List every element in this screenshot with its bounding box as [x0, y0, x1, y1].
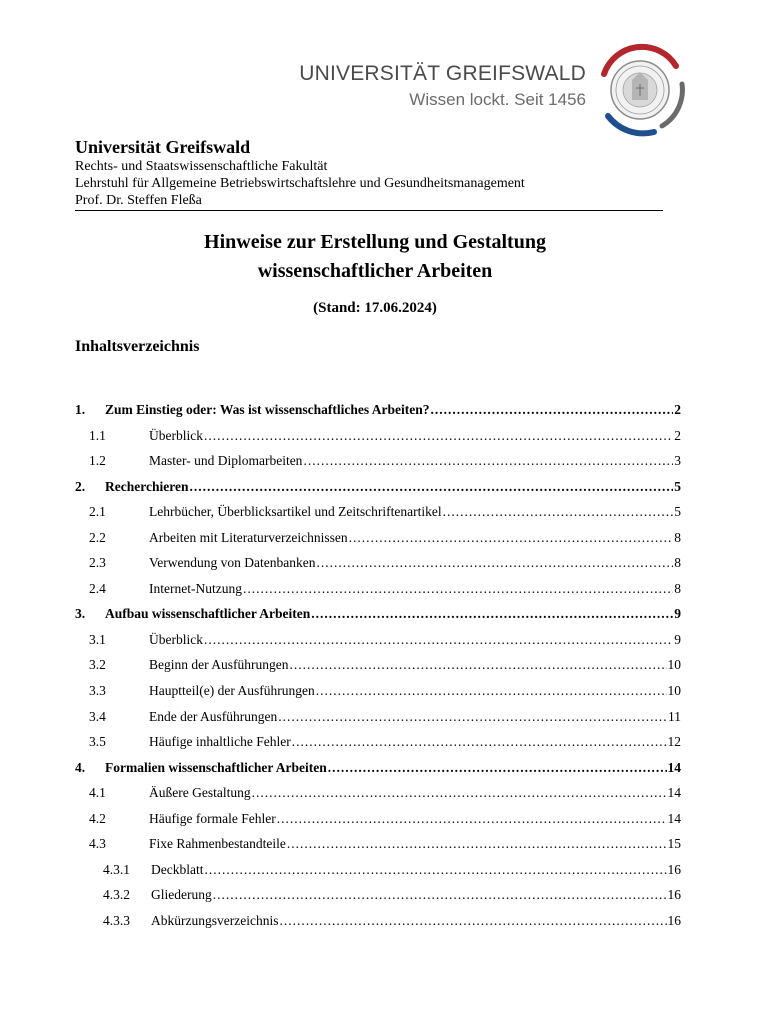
logo-wordmark: UNIVERSITÄT GREIFSWALD: [299, 62, 586, 85]
toc-leader-dots: [289, 657, 666, 673]
toc-entry-title: Lehrbücher, Überblicksartikel und Zeitschriftenartikel: [149, 504, 442, 520]
toc-entry-page: 14: [667, 759, 681, 775]
toc-entry-number: 1.1: [89, 427, 106, 443]
professor-name: Prof. Dr. Steffen Fleßa: [75, 192, 663, 211]
toc-entry[interactable]: [75, 913, 681, 939]
university-name: Universität Greifswald: [75, 137, 251, 157]
toc-entry-number: 2.1: [89, 504, 106, 520]
toc-leader-dots: [311, 606, 673, 622]
toc-entry-number: 4.: [75, 759, 86, 775]
toc-entry[interactable]: [75, 760, 681, 786]
toc-entry-title: Äußere Gestaltung: [149, 785, 251, 801]
toc-leader-dots: [316, 555, 673, 571]
logo-slogan: Wissen lockt. Seit 1456: [409, 90, 586, 109]
toc-leader-dots: [431, 402, 674, 418]
toc-entry[interactable]: [75, 734, 681, 760]
toc-entry-page: 5: [674, 504, 681, 520]
toc-entry-title: Deckblatt: [151, 861, 204, 877]
toc-entry-title: Ende der Ausführungen: [149, 708, 278, 724]
chair-name: Lehrstuhl für Allgemeine Betriebswirtschaftslehre und Gesundheitsmanagement: [75, 176, 525, 191]
toc-entry[interactable]: [75, 530, 681, 556]
toc-entry[interactable]: [75, 632, 681, 658]
toc-entry-page: 14: [667, 785, 681, 801]
document-date: (Stand: 17.06.2024): [313, 300, 437, 316]
toc-leader-dots: [443, 504, 674, 520]
toc-entry-title: Abkürzungsverzeichnis: [151, 912, 279, 928]
toc-leader-dots: [292, 734, 667, 750]
toc-entry-title: Verwendung von Datenbanken: [149, 555, 316, 571]
toc-entry-page: 2: [674, 427, 681, 443]
toc-entry-page: 10: [667, 657, 681, 673]
toc-entry-number: 4.3.2: [103, 887, 130, 903]
toc-leader-dots: [287, 836, 667, 852]
toc-entry-title: Internet-Nutzung: [149, 580, 242, 596]
toc-entry-number: 4.1: [89, 785, 106, 801]
toc-entry[interactable]: [75, 709, 681, 735]
toc-entry[interactable]: [75, 836, 681, 862]
toc-entry[interactable]: [75, 657, 681, 683]
toc-entry-page: 9: [674, 631, 681, 647]
toc-entry-page: 8: [674, 580, 681, 596]
faculty-name: Rechts- und Staatswissenschaftliche Fakultät: [75, 159, 328, 174]
toc-entry-page: 16: [667, 912, 681, 928]
toc-leader-dots: [278, 709, 667, 725]
toc-entry-number: 3.3: [89, 683, 106, 699]
toc-entry[interactable]: [75, 428, 681, 454]
toc-entry-title: Recherchieren: [105, 478, 189, 494]
toc-entry-number: 4.3.1: [103, 861, 130, 877]
toc-leader-dots: [349, 530, 674, 546]
toc-entry-page: 11: [668, 708, 681, 724]
toc-entry-title: Überblick: [149, 631, 203, 647]
toc-entry-title: Überblick: [149, 427, 203, 443]
toc-leader-dots: [328, 760, 667, 776]
toc-entry[interactable]: [75, 402, 681, 428]
toc-entry-page: 16: [667, 861, 681, 877]
toc-entry-number: 3.4: [89, 708, 106, 724]
university-seal-icon: [590, 40, 690, 140]
toc-heading: Inhaltsverzeichnis: [75, 338, 200, 355]
toc-entry-title: Gliederung: [151, 887, 212, 903]
toc-leader-dots: [277, 811, 667, 827]
toc-entry[interactable]: [75, 811, 681, 837]
title-line-1: Hinweise zur Erstellung und Gestaltung: [204, 231, 546, 253]
document-title: [75, 228, 675, 286]
table-of-contents: [75, 402, 681, 938]
toc-leader-dots: [303, 453, 673, 469]
toc-entry-title: Aufbau wissenschaftlicher Arbeiten: [105, 606, 311, 622]
toc-entry-number: 2.3: [89, 555, 106, 571]
toc-entry-number: 4.3.3: [103, 912, 130, 928]
toc-entry-title: Zum Einstieg oder: Was ist wissenschaftliches Arbeiten?: [105, 402, 430, 417]
toc-entry-page: 3: [674, 453, 681, 469]
toc-entry-page: 9: [674, 606, 681, 622]
toc-entry[interactable]: [75, 862, 681, 888]
toc-entry[interactable]: [75, 683, 681, 709]
toc-entry[interactable]: [75, 479, 681, 505]
toc-entry-title: Häufige inhaltliche Fehler: [149, 734, 291, 750]
toc-leader-dots: [204, 862, 666, 878]
toc-entry[interactable]: [75, 504, 681, 530]
toc-entry-title: Fixe Rahmenbestandteile: [149, 836, 286, 852]
toc-entry-number: 4.3: [89, 836, 106, 852]
toc-entry-page: 10: [667, 683, 681, 699]
toc-entry[interactable]: [75, 606, 681, 632]
toc-leader-dots: [279, 913, 666, 929]
toc-entry[interactable]: [75, 555, 681, 581]
letterhead: [75, 136, 663, 211]
toc-leader-dots: [189, 479, 673, 495]
toc-leader-dots: [316, 683, 667, 699]
toc-entry-number: 2.4: [89, 580, 106, 596]
toc-leader-dots: [204, 428, 673, 444]
toc-entry-number: 4.2: [89, 810, 106, 826]
toc-entry-page: 12: [667, 734, 681, 750]
toc-entry-title: Beginn der Ausführungen: [149, 657, 289, 673]
toc-entry-number: 2.2: [89, 529, 106, 545]
toc-entry-title: Master- und Diplomarbeiten: [149, 453, 303, 469]
toc-entry[interactable]: [75, 581, 681, 607]
university-logo: [299, 40, 690, 140]
toc-entry-page: 8: [674, 529, 681, 545]
toc-entry-number: 1.: [75, 402, 86, 417]
toc-entry-number: 3.1: [89, 631, 106, 647]
toc-entry-number: 3.2: [89, 657, 106, 673]
toc-entry-number: 2.: [75, 478, 86, 494]
toc-entry-number: 3.: [75, 606, 86, 622]
toc-entry[interactable]: [75, 887, 681, 913]
toc-entry-page: 15: [667, 836, 681, 852]
toc-entry-page: 16: [667, 887, 681, 903]
toc-entry-number: 1.2: [89, 453, 106, 469]
toc-entry-page: 2: [674, 402, 681, 417]
toc-entry-title: Häufige formale Fehler: [149, 810, 276, 826]
toc-entry-title: Hauptteil(e) der Ausführungen: [149, 683, 315, 699]
toc-leader-dots: [243, 581, 673, 597]
toc-entry-title: Arbeiten mit Literaturverzeichnissen: [149, 529, 348, 545]
toc-entry-number: 3.5: [89, 734, 106, 750]
toc-entry-page: 14: [667, 810, 681, 826]
toc-entry-page: 8: [674, 555, 681, 571]
toc-leader-dots: [204, 632, 673, 648]
toc-entry[interactable]: [75, 785, 681, 811]
toc-entry[interactable]: [75, 453, 681, 479]
title-line-2: wissenschaftlicher Arbeiten: [257, 260, 493, 282]
toc-leader-dots: [213, 887, 667, 903]
toc-entry-title: Formalien wissenschaftlicher Arbeiten: [105, 759, 327, 775]
toc-entry-page: 5: [674, 478, 681, 494]
toc-leader-dots: [252, 785, 667, 801]
